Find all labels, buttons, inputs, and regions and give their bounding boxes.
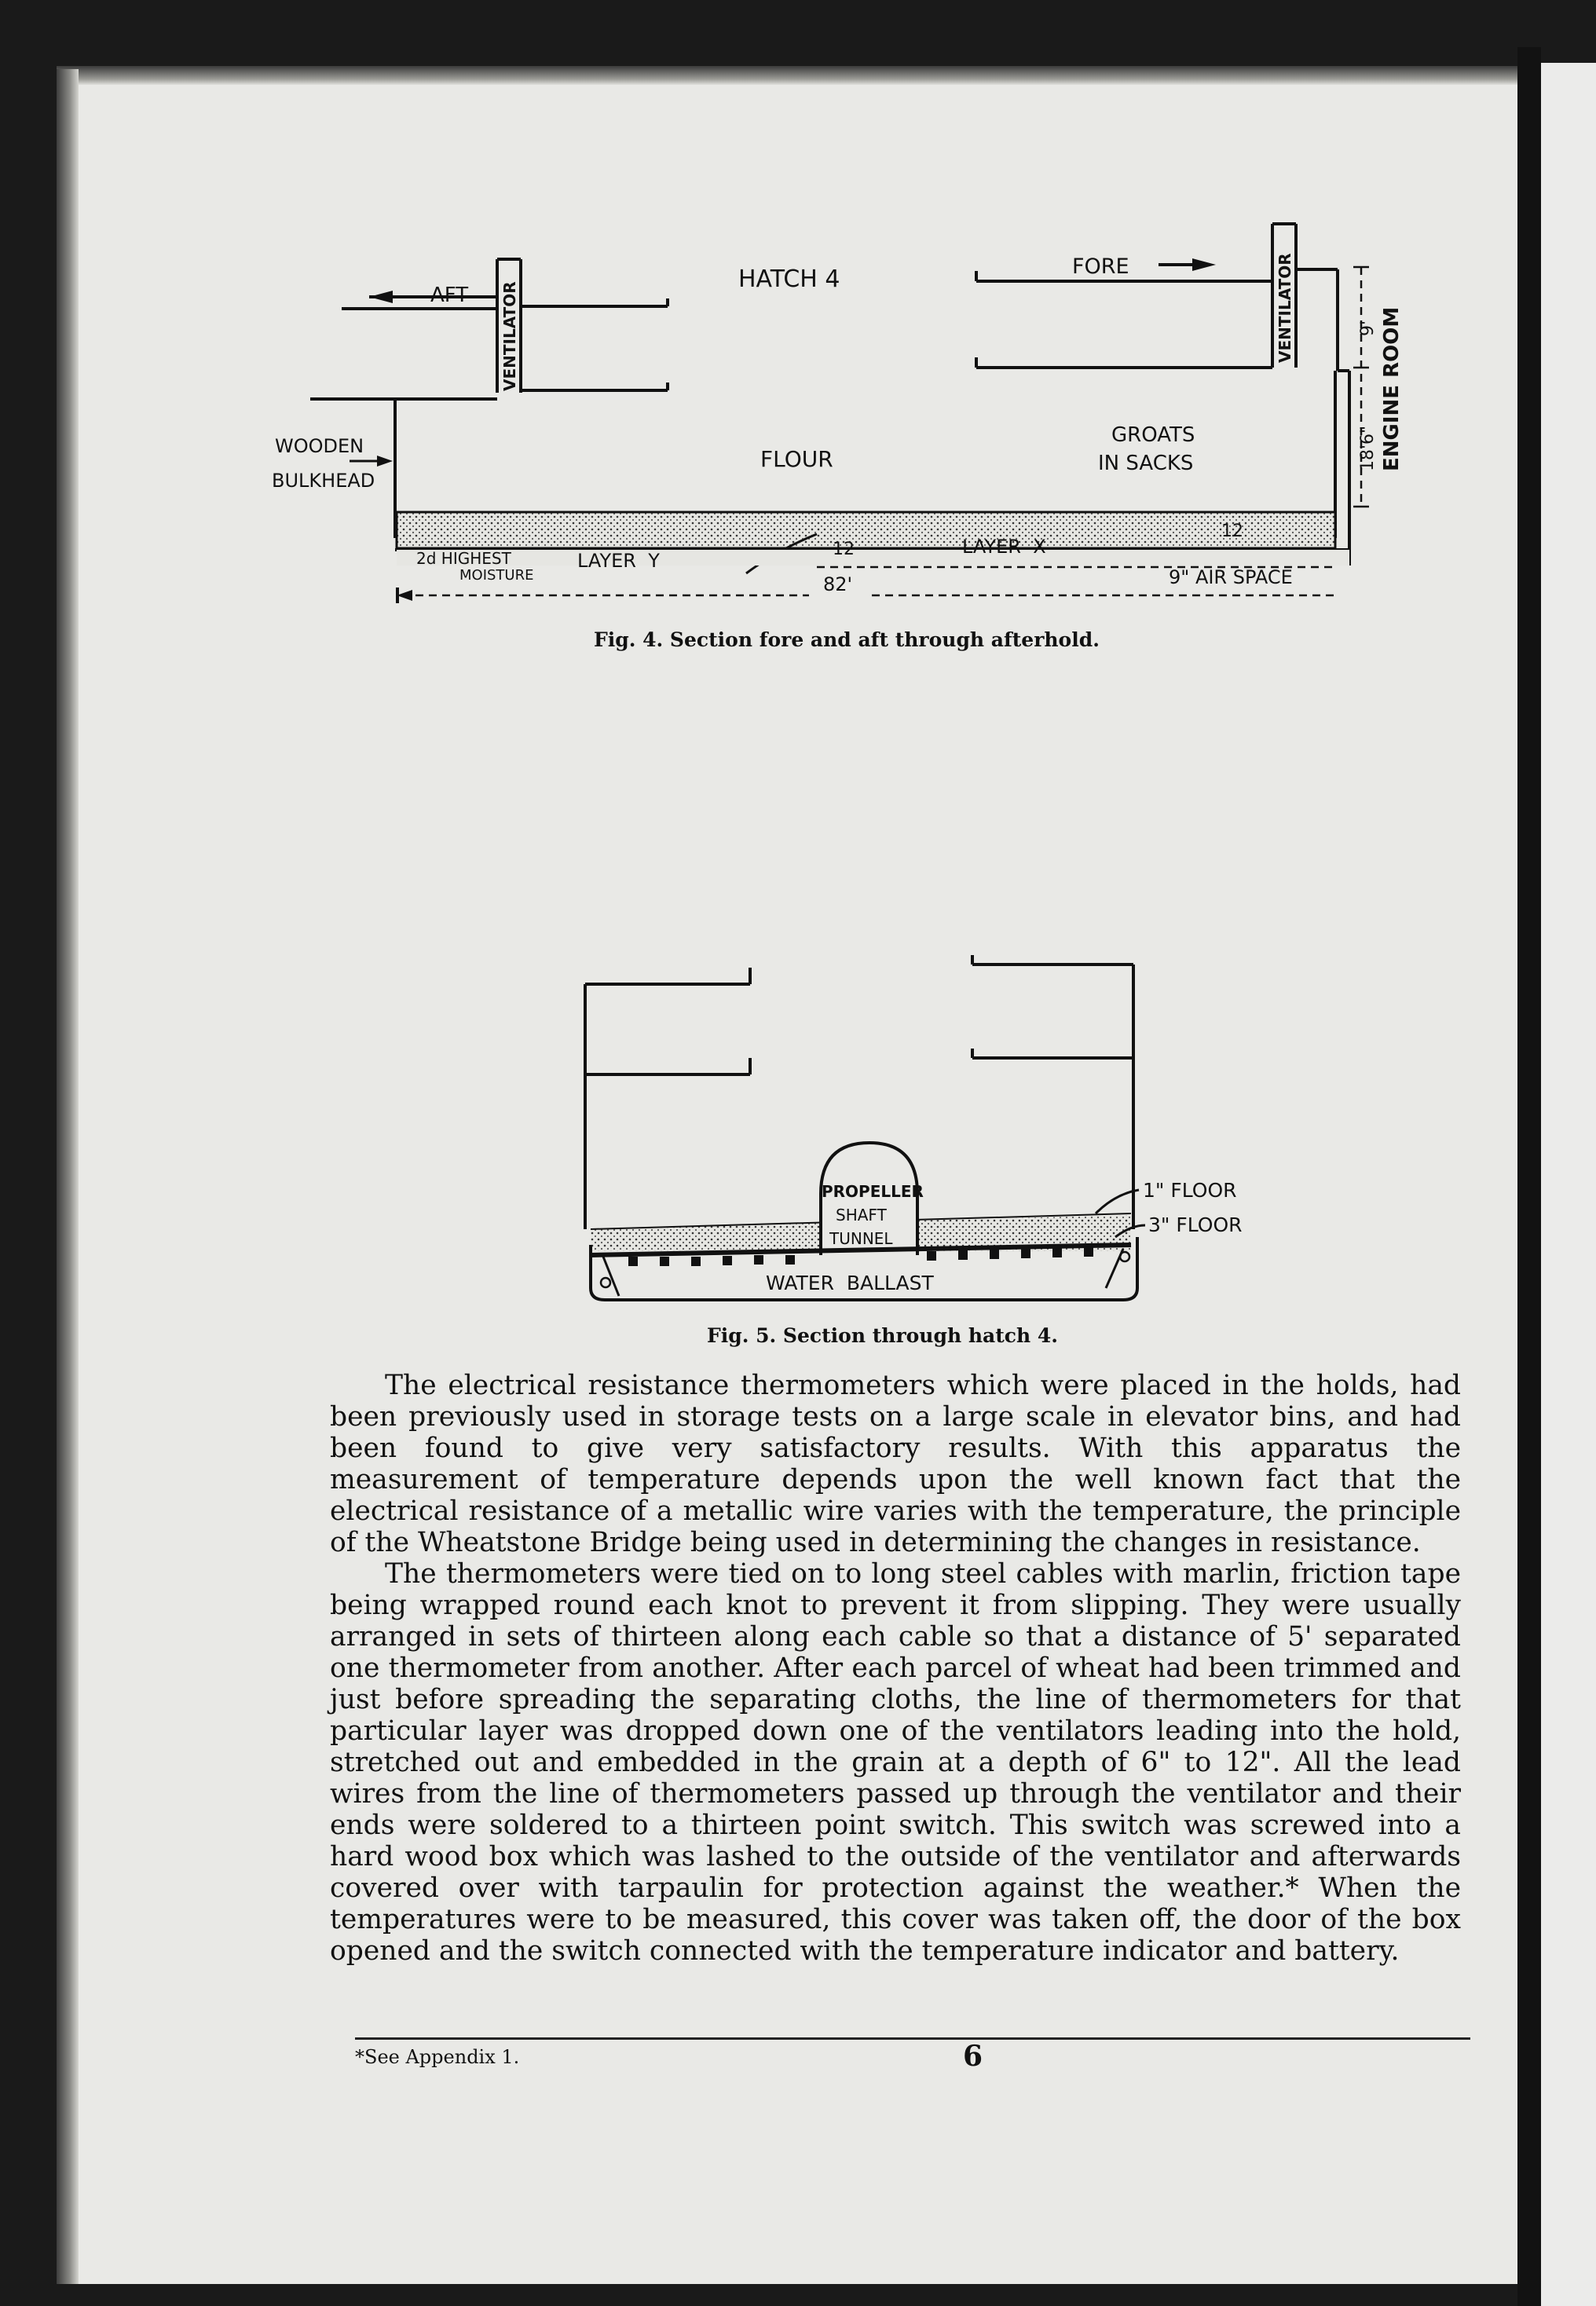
grain-layer — [397, 512, 1335, 548]
in-sacks-label: IN SACKS — [1098, 452, 1194, 475]
shaft-label: SHAFT — [836, 1206, 887, 1224]
footnote: *See Appendix 1. — [355, 2046, 520, 2068]
bulkhead-label: BULKHEAD — [272, 470, 375, 492]
ballast-rivet-right — [1120, 1252, 1129, 1261]
body-text — [330, 1370, 1461, 1967]
air-space-label: 9" AIR SPACE — [1169, 566, 1293, 588]
fig5-caption: Fig. 5. Section through hatch 4. — [707, 1324, 1058, 1347]
air-space-gap — [397, 550, 1349, 566]
tunnel-label: TUNNEL — [829, 1229, 893, 1248]
hatch-label: HATCH 4 — [738, 265, 840, 293]
page-number: 6 — [963, 2040, 983, 2073]
propeller-label: PROPELLER — [822, 1182, 924, 1201]
ventilator-right-label: VENTILATOR — [1276, 253, 1294, 363]
wooden-label: WOODEN — [275, 435, 364, 457]
dim-12-b-label: 12 — [1221, 522, 1243, 541]
groats-label: GROATS — [1111, 423, 1195, 447]
paragraph-2: The thermometers were tied on to long steel cables with marlin, friction tape being wrapped round each knot to prevent it from slipping. They were usually arranged in sets of thirteen along each cable so that a distance of 5' separated one thermometer from another. After each parcel of wheat had been trimmed and just before spreading the separating cloths, the line of thermometers for that particular layer was dropped down one of the ventilators leading into the hold, stretched out and embedded in the grain at a depth of 6" to 12". All the lead wires from the line of thermometers passed up through the ventilator and their ends were soldered to a thirteen point switch. This switch was screwed into a hard wood box which was lashed to the outside of the ventilator and afterwards covered over with tarpaulin for protection against the weather.* When the temperatures were to be measured, this cover was taken off, the door of the box opened and the switch connected with the temperature indicator and battery. — [330, 1558, 1461, 1967]
footnote-rule — [355, 2037, 1470, 2040]
layer-x-label: LAYER X — [962, 536, 1046, 558]
dim-82-label: 82' — [823, 573, 853, 595]
dim-12-a-label: 12 — [833, 540, 855, 559]
bulkhead-arrowhead — [377, 456, 393, 467]
aft-arrowhead — [369, 291, 393, 303]
flour-label: FLOUR — [760, 446, 833, 472]
fig4-caption: Fig. 4. Section fore and aft through afterhold. — [594, 628, 1100, 651]
fore-arrowhead — [1192, 258, 1216, 271]
layer-y-line2: MOISTURE — [459, 567, 534, 584]
floor-3-label: 3" FLOOR — [1148, 1213, 1243, 1236]
dim-18-6-label: 18'6" — [1358, 425, 1378, 471]
ballast-rivet-left — [601, 1278, 610, 1287]
dim-9-label: 9' — [1358, 320, 1378, 336]
layer-y-line1: 2d HIGHEST — [416, 549, 511, 568]
fore-label: FORE — [1072, 254, 1129, 279]
ballast-bracket-left — [603, 1257, 619, 1296]
ventilator-left-label: VENTILATOR — [500, 281, 519, 391]
aft-label: AFT — [430, 284, 469, 307]
floor-1-label: 1" FLOOR — [1143, 1179, 1237, 1202]
water-ballast-label: WATER BALLAST — [766, 1272, 934, 1294]
engine-room-label: ENGINE ROOM — [1380, 306, 1404, 471]
layer-y-label: LAYER Y — [577, 550, 660, 572]
paragraph-1: The electrical resistance thermometers which were placed in the holds, had been previously used in storage tests on a large scale in elevator bins, and had been found to give very satisfactory results. With this apparatus the measurement of temperature depends upon the well known fact that the electrical resistance of a metallic wire varies with the temperature, the principle of the Wheatstone Bridge being used in determining the changes in resistance. — [330, 1370, 1461, 1558]
